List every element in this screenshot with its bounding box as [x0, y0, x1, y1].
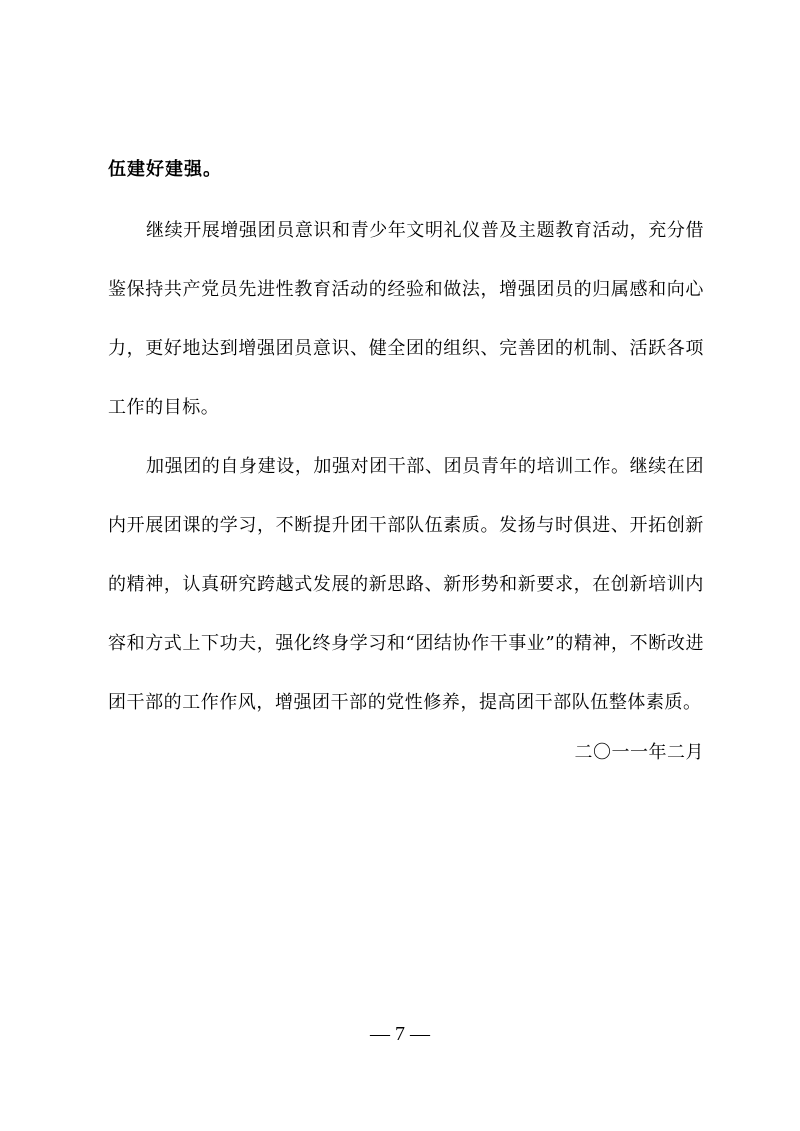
page-number: — 7 — — [370, 1023, 430, 1045]
document-date: 二〇一一年二月 — [574, 742, 704, 763]
lead-line: 伍建好建强。 — [108, 159, 222, 180]
paragraph-2: 加强团的自身建设，加强对团干部、团员青年的培训工作。继续在团内开展团课的学习，不断提升团干部队伍素质。发扬与时俱进、开拓创新的精神，认真研究跨越式发展的新思路、新形势和新要求，在创新培训内容和方式上下功夫，强化终身学习和“团结协作干事业”的精神，不断改进团干部的工作作风，增强团干部的党性修养，提高团干部队伍整体素质。 — [108, 456, 704, 713]
paragraph-1: 继续开展增强团员意识和青少年文明礼仪普及主题教育活动，充分借鉴保持共产党员先进性教育活动的经验和做法，增强团员的归属感和向心力，更好地达到增强团员意识、健全团的组织、完善团的机制、活跃各项工作的目标。 — [108, 220, 704, 418]
body-text — [108, 150, 704, 732]
